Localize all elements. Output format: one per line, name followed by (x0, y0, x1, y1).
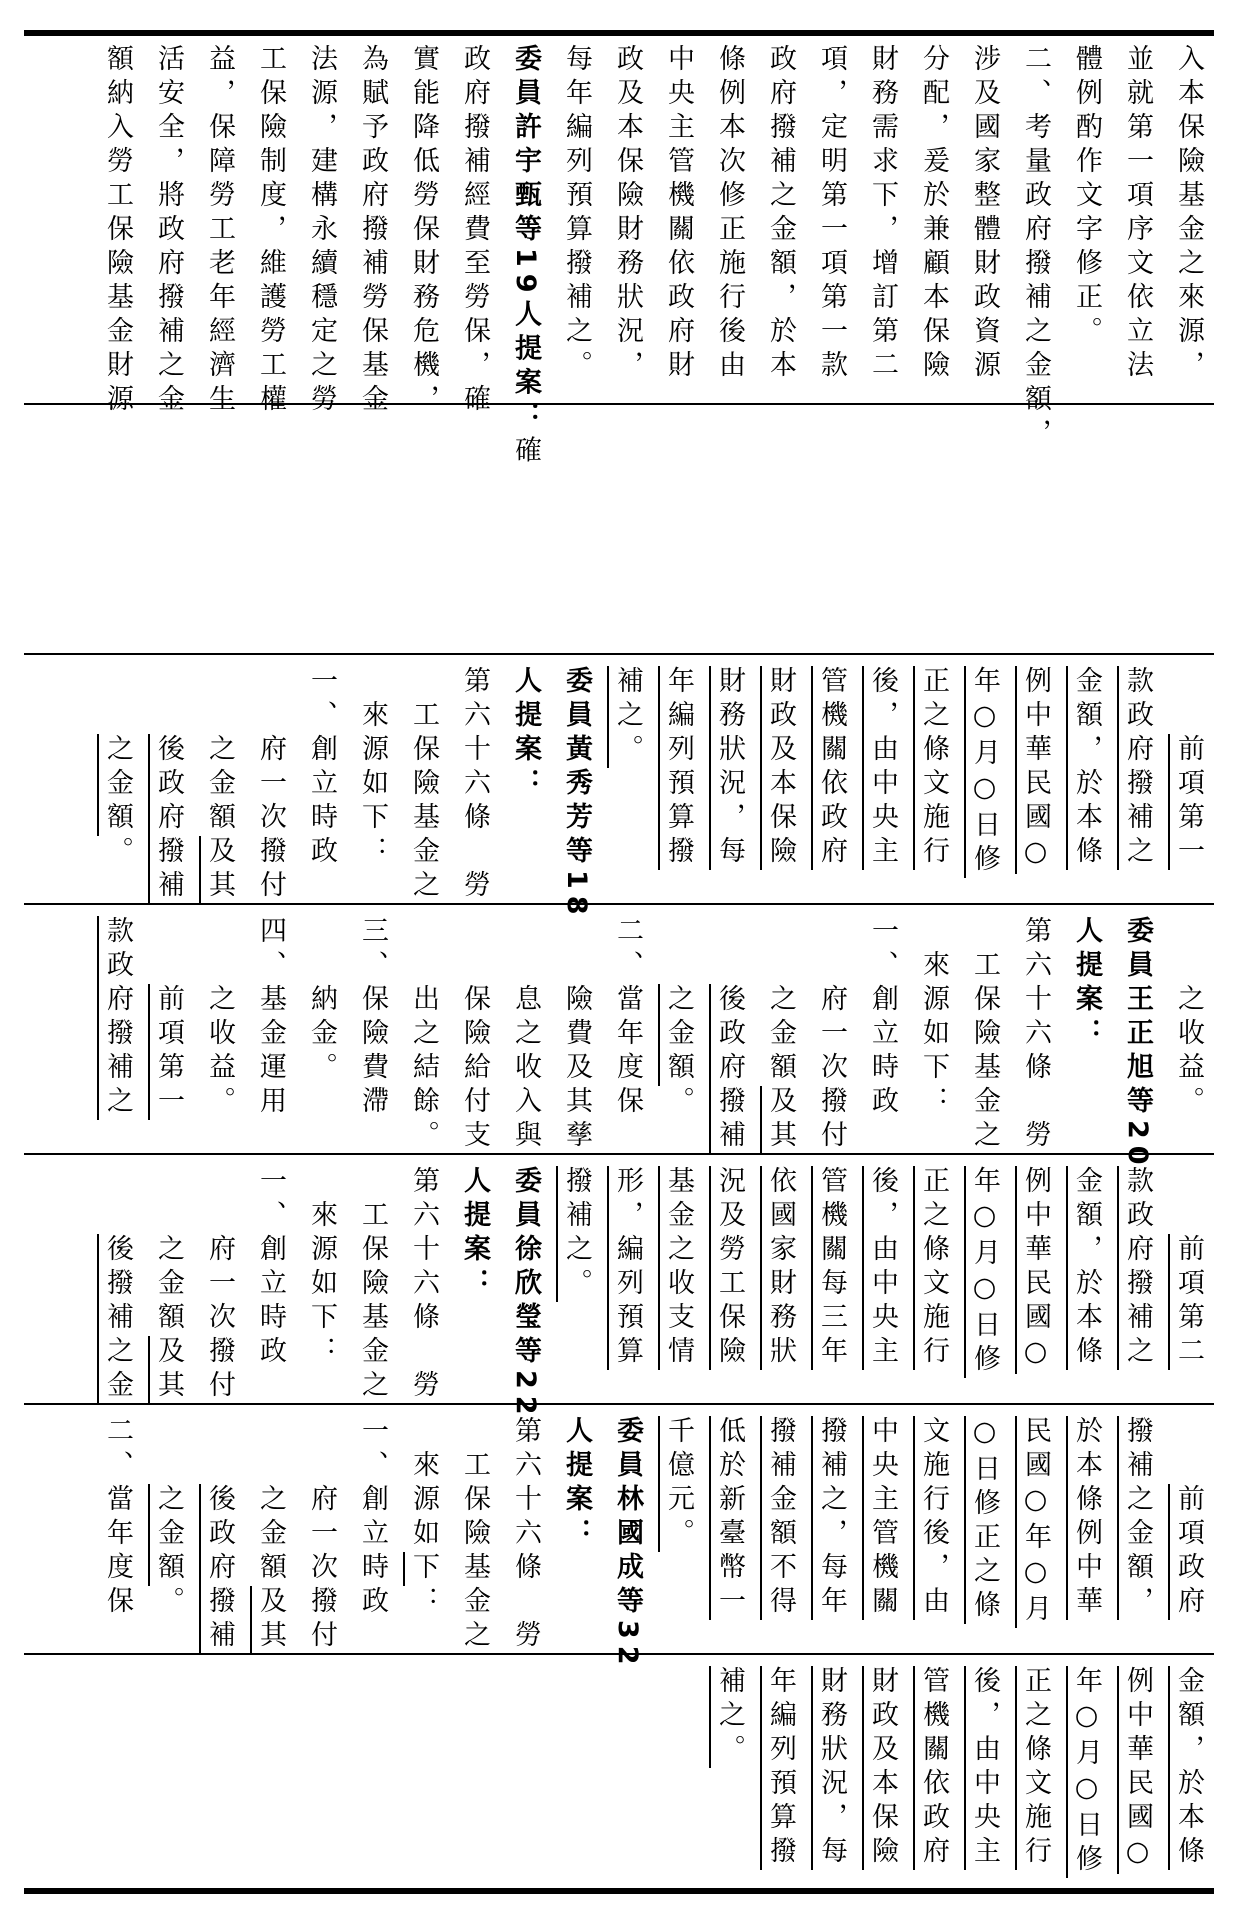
text-run (1173, 666, 1204, 734)
text-column (552, 1416, 600, 1646)
text-column (93, 916, 141, 1146)
text-column (807, 1666, 855, 1881)
amended-text: 前項第一 (1173, 734, 1204, 870)
text-column (246, 1166, 294, 1396)
amended-text: 千億元。 (663, 1416, 694, 1552)
text-column (1113, 1666, 1161, 1881)
text-column (960, 44, 1008, 396)
text-run: 額納入勞工保險基金財源 (102, 44, 133, 418)
text-run: 一、創立時政 (255, 1166, 286, 1370)
amended-text: 基金之收支情 (663, 1166, 694, 1370)
text-column (246, 916, 294, 1146)
row-divider (24, 1403, 1214, 1405)
text-column (603, 1166, 651, 1396)
text-run: 工保險基金之 (459, 1416, 490, 1654)
text-column (705, 44, 753, 396)
text-column (450, 1166, 498, 1396)
text-column (603, 666, 651, 896)
text-run: 入本保險基金之來源， (1173, 44, 1204, 384)
amended-text: 撥補金額不得 (765, 1416, 796, 1620)
amended-text: 款政府撥補之 (1122, 666, 1153, 870)
text-column (858, 916, 906, 1146)
amended-text: 金額，於本條 (1071, 1166, 1102, 1370)
text-run: 一、創立時政 (306, 666, 337, 870)
text-run: 之金額 (153, 1166, 184, 1336)
text-column (807, 1416, 855, 1646)
text-column (756, 916, 804, 1154)
text-column (348, 1166, 396, 1404)
text-run: 府一次撥付 (204, 1166, 235, 1404)
bottom-rule (24, 1888, 1214, 1894)
amended-text: 及其 (765, 1086, 796, 1154)
amended-text: 正之條文施行 (918, 666, 949, 870)
text-column (1164, 1666, 1212, 1881)
text-column (603, 1416, 651, 1672)
proposer-heading: 委員林國成等32 (612, 1416, 643, 1672)
text-column (552, 1166, 600, 1396)
text-column (93, 1166, 141, 1404)
proposer-heading: 人提案： (1071, 916, 1102, 1052)
text-column (144, 1166, 192, 1404)
text-column (1062, 44, 1110, 396)
text-column (1062, 1666, 1110, 1881)
amended-text: 撥補之金額， (1122, 1416, 1153, 1620)
text-column (297, 916, 345, 1146)
amended-text: 後政府撥補 (204, 1484, 235, 1654)
text-column (348, 44, 396, 418)
text-panel-row-6 (48, 1666, 1212, 1881)
text-run (204, 1416, 235, 1484)
amended-text: 民國○年○月 (1020, 1416, 1051, 1628)
text-column (1113, 916, 1161, 1172)
text-column (705, 1166, 753, 1396)
amended-text: 撥補之，每年 (816, 1416, 847, 1620)
amended-text: 後政府撥補 (714, 984, 745, 1154)
text-column (858, 1416, 906, 1646)
text-column (960, 1166, 1008, 1396)
text-column (450, 916, 498, 1154)
text-column (960, 1416, 1008, 1646)
text-column (756, 1166, 804, 1396)
text-column (246, 666, 294, 904)
text-run: 出之結餘。 (408, 916, 439, 1154)
amended-text: 財務狀況，每 (714, 666, 745, 870)
text-run: 工保險基金之 (357, 1166, 388, 1404)
text-column (297, 1166, 345, 1396)
amended-text: 依國家財務狀 (765, 1166, 796, 1370)
proposer-heading: 人提案： (459, 1166, 490, 1302)
text-column (858, 666, 906, 896)
text-column (1011, 1416, 1059, 1646)
amended-text: 年○月○日修 (969, 1166, 1000, 1378)
text-column (399, 916, 447, 1154)
amended-text: 例中華民國○ (1020, 1166, 1051, 1374)
amended-text: ○日修正之條 (969, 1416, 1000, 1624)
text-run (714, 916, 745, 984)
text-run: ： (408, 1586, 439, 1620)
text-column (1113, 1416, 1161, 1646)
amended-text: 款政府撥補之 (1122, 1166, 1153, 1370)
text-run: 之收益。 (1173, 916, 1204, 1120)
text-run: 四、基金運用 (255, 916, 286, 1120)
text-run: 第六十六條 勞 (408, 1166, 439, 1404)
text-run: 一、創立時政 (867, 916, 898, 1120)
text-column (348, 1416, 396, 1646)
amended-text: 之金額 (153, 1484, 184, 1586)
text-column (1164, 1166, 1212, 1396)
text-column (807, 44, 855, 396)
amended-text: 於本條例中華 (1071, 1416, 1102, 1620)
text-column (603, 916, 651, 1146)
amended-text: 財務狀況，每 (816, 1666, 847, 1870)
amended-text: 及其 (204, 836, 235, 904)
text-column (654, 44, 702, 396)
text-column (756, 44, 804, 396)
text-column (246, 1416, 294, 1654)
text-column (807, 666, 855, 896)
text-column (195, 1416, 243, 1654)
text-column (756, 666, 804, 896)
amended-text: 例中華民國○ (1020, 666, 1051, 874)
text-run: 確 (510, 435, 541, 470)
text-run (1173, 1416, 1204, 1484)
amended-text: 財政及本保險 (867, 1666, 898, 1870)
text-column (1011, 44, 1059, 452)
text-column (909, 44, 957, 396)
text-run: 。 (153, 1586, 184, 1620)
text-run: 法源，建構永續穩定之勞 (306, 44, 337, 418)
text-column (1164, 666, 1212, 896)
amended-text: 年編列預算撥 (765, 1666, 796, 1870)
amended-text: 後，由中央主 (867, 1166, 898, 1370)
text-column (195, 1166, 243, 1404)
text-column (1164, 44, 1212, 396)
text-column (144, 916, 192, 1146)
text-column (654, 1166, 702, 1396)
text-column (1062, 666, 1110, 896)
text-column (399, 44, 447, 418)
text-run: 二、考量政府撥補之金額， (1020, 44, 1051, 452)
text-run: 第六十六條 勞 (459, 666, 490, 904)
text-column (960, 1666, 1008, 1881)
text-column (552, 44, 600, 396)
amended-text: 文施行後，由 (918, 1416, 949, 1620)
text-column (501, 666, 549, 896)
text-column (909, 1666, 957, 1881)
text-column (399, 1166, 447, 1404)
text-column (807, 916, 855, 1154)
text-column (195, 916, 243, 1146)
text-column (1062, 916, 1110, 1146)
text-run: 涉及國家整體財政資源 (969, 44, 1000, 384)
proposer-heading: 人提案： (561, 1416, 592, 1552)
amended-text: 管機關每三年 (816, 1166, 847, 1370)
text-run: 之金額 (255, 1416, 286, 1586)
text-column (501, 1416, 549, 1654)
text-column (858, 1666, 906, 1881)
proposer-heading: 委員徐欣瑩等22 (510, 1166, 541, 1422)
text-run (663, 916, 694, 984)
text-run (102, 1166, 133, 1234)
text-column (1062, 1166, 1110, 1396)
text-run: 中央主管機關依政府財 (663, 44, 694, 384)
amended-text: 補之。 (612, 666, 643, 768)
row-divider (24, 903, 1214, 905)
amended-text: 況及勞工保險 (714, 1166, 745, 1370)
text-run: 三、保險費滯 (357, 916, 388, 1120)
text-panel-row-3 (48, 916, 1212, 1172)
text-column (1164, 916, 1212, 1146)
text-run: 之金額 (765, 916, 796, 1086)
text-run: 二、當年度保 (102, 1416, 133, 1620)
text-column (501, 916, 549, 1154)
text-run: 體例酌作文字修正。 (1071, 44, 1102, 350)
text-run: 實能降低勞保財務危機， (408, 44, 439, 418)
text-run: 項，定明第一項第一款 (816, 44, 847, 384)
text-column (348, 666, 396, 896)
text-column (654, 916, 702, 1146)
text-column (93, 1416, 141, 1646)
amended-text: 後，由中央主 (969, 1666, 1000, 1870)
text-run: 來源如 (408, 1416, 439, 1552)
text-run: 二、當年度保 (612, 916, 643, 1120)
text-column (450, 1416, 498, 1654)
text-column (909, 1416, 957, 1646)
text-column (144, 1416, 192, 1646)
text-run: 保險給付支 (459, 916, 490, 1154)
text-column (1113, 1166, 1161, 1396)
text-run: 府一次撥付 (255, 666, 286, 904)
text-run: 府一次撥付 (306, 1416, 337, 1654)
text-run: 政府撥補經費至勞保，確 (459, 44, 490, 418)
text-column (705, 1416, 753, 1646)
text-run: 來源如下： (918, 916, 949, 1120)
text-column (1011, 666, 1059, 896)
text-column (756, 1666, 804, 1881)
text-column (144, 666, 192, 904)
text-run: 來源如下： (306, 1166, 337, 1370)
text-run: 工保險基金之 (969, 916, 1000, 1154)
text-run (153, 666, 184, 734)
text-column (144, 44, 192, 418)
amended-text: 後政府撥補 (153, 734, 184, 904)
text-column (705, 666, 753, 896)
proposer-heading: 人提案： (510, 666, 541, 802)
text-run: 一、創立時政 (357, 1416, 388, 1620)
text-column (93, 44, 141, 418)
text-run: 工保險基金之 (408, 666, 439, 904)
amended-text: 之金額 (102, 734, 133, 836)
text-column (705, 916, 753, 1154)
text-run: 之收益。 (204, 916, 235, 1120)
amended-text: 財政及本保險 (765, 666, 796, 870)
amended-text: 前項第二 (1173, 1234, 1204, 1370)
text-column (348, 916, 396, 1146)
proposer-heading: 委員王正旭等20 (1122, 916, 1153, 1172)
text-column (807, 1166, 855, 1396)
text-column (1011, 1666, 1059, 1881)
text-run: 益，保障勞工老年經濟生 (204, 44, 235, 418)
text-column (1011, 1166, 1059, 1396)
text-column (297, 666, 345, 896)
text-column (552, 916, 600, 1154)
amended-text: 年○月○日修 (969, 666, 1000, 878)
amended-text: 款政府撥補之 (102, 916, 133, 1120)
text-column (1113, 44, 1161, 396)
text-column (450, 666, 498, 904)
text-column (501, 44, 549, 470)
text-run: 之金額 (204, 666, 235, 836)
text-run: 為賦予政府撥補勞保基金 (357, 44, 388, 418)
row-divider (24, 653, 1214, 655)
text-run: 。 (663, 1086, 694, 1120)
proposer-heading: 委員黃秀芳等18 (561, 666, 592, 922)
text-run: 第六十六條 勞 (1020, 916, 1051, 1154)
text-run (153, 916, 184, 984)
amended-text: 及其 (255, 1586, 286, 1654)
text-column (1062, 1416, 1110, 1646)
text-column (909, 666, 957, 896)
text-column (1011, 916, 1059, 1154)
text-run: 條例本次修正施行後由 (714, 44, 745, 384)
amended-text: 下 (408, 1552, 439, 1586)
text-run (153, 1416, 184, 1484)
text-run: 每年編列預算撥補之。 (561, 44, 592, 384)
text-run: 並就第一項序文依立法 (1122, 44, 1153, 384)
text-panel-row-4 (48, 1166, 1212, 1422)
amended-text: 年○月○日修 (1071, 1666, 1102, 1878)
amended-text: 例中華民國○ (1122, 1666, 1153, 1874)
text-run: 政及本保險財務狀況， (612, 44, 643, 384)
text-column (297, 1416, 345, 1654)
text-run: 府一次撥付 (816, 916, 847, 1154)
text-column (195, 44, 243, 418)
text-column (1113, 666, 1161, 896)
amended-text: 撥補之。 (561, 1166, 592, 1302)
text-run: 險費及其孳 (561, 916, 592, 1154)
text-run (102, 666, 133, 734)
text-run: 納金。 (306, 916, 337, 1086)
text-column (603, 44, 651, 396)
text-run: 政府撥補之金額，於本 (765, 44, 796, 384)
amended-text: 管機關依政府 (816, 666, 847, 870)
text-column (654, 1416, 702, 1646)
amended-text: 形，編列預算 (612, 1166, 643, 1370)
text-column (858, 1166, 906, 1396)
text-column (858, 44, 906, 396)
text-column (297, 44, 345, 418)
text-run: 來源如下： (357, 666, 388, 870)
text-run: 分配，爰於兼顧本保險 (918, 44, 949, 384)
text-run: 財務需求下，增訂第二 (867, 44, 898, 384)
amended-text: 後，由中央主 (867, 666, 898, 870)
proposer-heading: 委員許宇甄等19人提案： (510, 44, 541, 436)
text-column (1164, 1416, 1212, 1646)
text-run: 工保險制度，維護勞工權 (255, 44, 286, 418)
text-column (705, 1666, 753, 1881)
text-column (195, 666, 243, 904)
amended-text: 正之條文施行 (1020, 1666, 1051, 1870)
amended-text: 中央主管機關 (867, 1416, 898, 1620)
text-column (960, 916, 1008, 1154)
text-panel-row-5 (48, 1416, 1212, 1672)
text-panel-row-1 (48, 44, 1212, 470)
text-panel-row-2 (48, 666, 1212, 922)
amended-text: 後撥補之金 (102, 1234, 133, 1404)
amended-text: 前項第一 (153, 984, 184, 1120)
text-column (756, 1416, 804, 1646)
amended-text: 金額，於本條 (1173, 1666, 1204, 1870)
text-column (93, 666, 141, 896)
amended-text: 管機關依政府 (918, 1666, 949, 1870)
text-run: 。 (102, 836, 133, 870)
text-column (246, 44, 294, 418)
text-column (399, 666, 447, 904)
text-column (450, 44, 498, 418)
amended-text: 之金額 (663, 984, 694, 1086)
amended-text: 金額，於本條 (1071, 666, 1102, 870)
amended-text: 年編列預算撥 (663, 666, 694, 870)
amended-text: 補之。 (714, 1666, 745, 1768)
text-column (654, 666, 702, 896)
text-run: 活安全，將政府撥補之金 (153, 44, 184, 418)
top-rule (24, 30, 1214, 36)
amended-text: 前項政府 (1173, 1484, 1204, 1620)
text-column (399, 1416, 447, 1646)
text-run: 息之收入與 (510, 916, 541, 1154)
text-column (909, 916, 957, 1146)
amended-text: 及其 (153, 1336, 184, 1404)
amended-text: 低於新臺幣一 (714, 1416, 745, 1620)
amended-text: 正之條文施行 (918, 1166, 949, 1370)
text-column (552, 666, 600, 922)
text-run: 第六十六條 勞 (510, 1416, 541, 1654)
text-run (1173, 1166, 1204, 1234)
text-column (909, 1166, 957, 1396)
text-column (960, 666, 1008, 896)
text-column (501, 1166, 549, 1422)
